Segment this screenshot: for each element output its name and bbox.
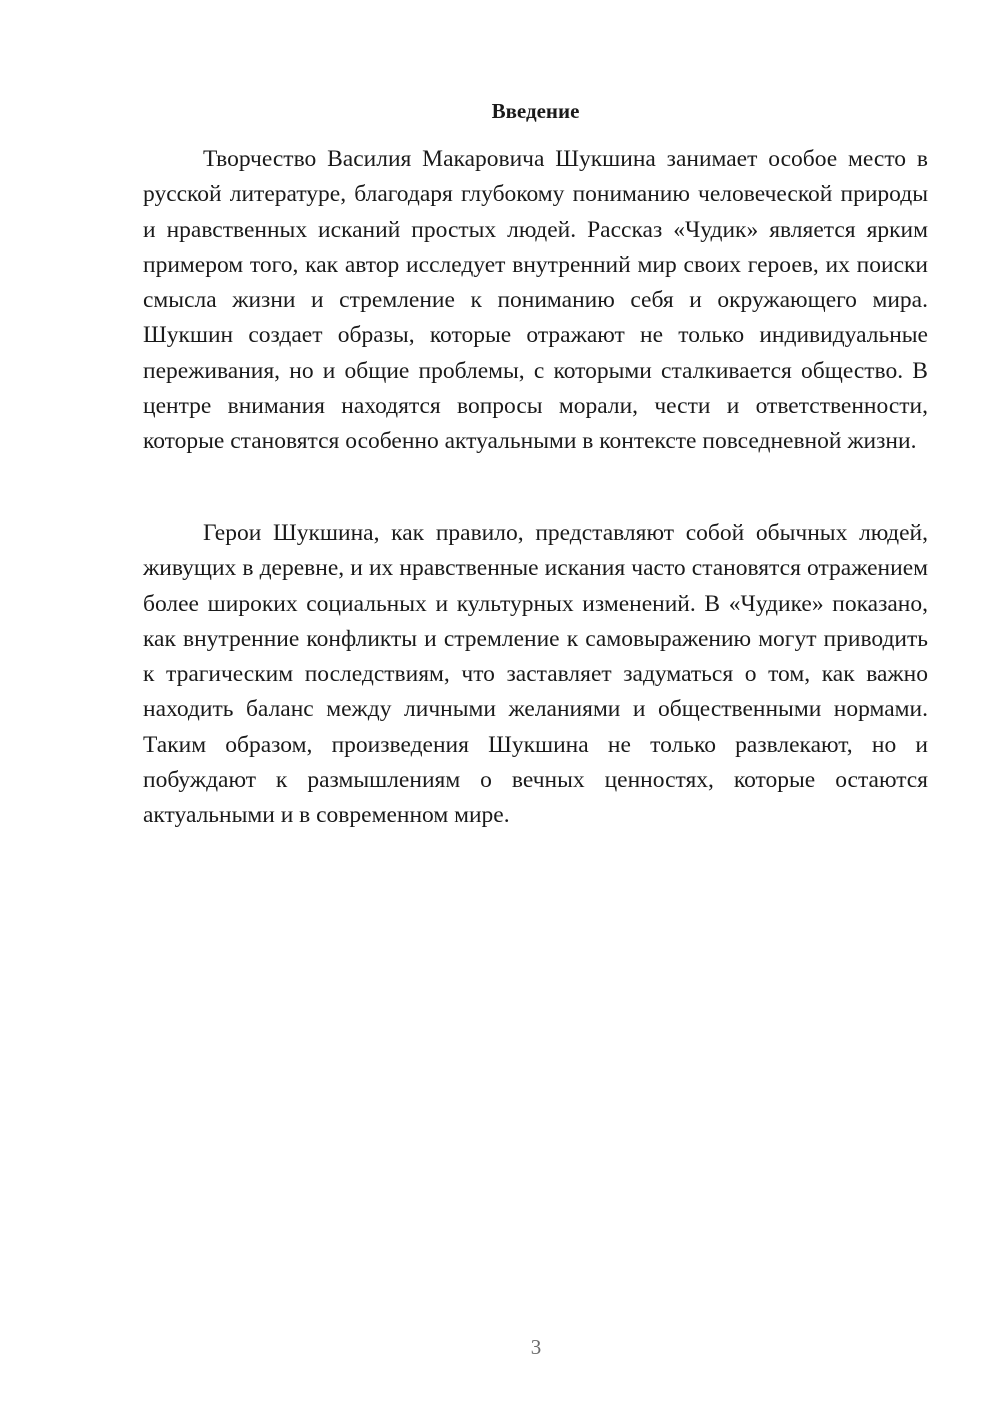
page-number: 3 — [530, 1335, 542, 1359]
paragraph-intro: Творчество Василия Макаровича Шукшина занимает особое место в русской литературе, благодаря глубокому пониманию человеческой природы и нравственных исканий простых людей. Рассказ «Чудик» является ярким примером того, как автор исследует внутренний мир своих героев, их поиски смысла жизни и стремление к пониманию себя и окружающего мира. Шукшин создает образы, которые отражают не только индивидуальные переживания, но и общие проблемы, с которыми сталкивается общество. В центре внимания находятся вопросы морали, чести и ответственности, которые становятся особенно актуальными в контексте повседневной жизни. — [143, 146, 928, 455]
paragraph-heroes: Герои Шукшина, как правило, представляют собой обычных людей, живущих в деревне, и их нравственные искания часто становятся отражением более широких социальных и культурных изменений. В «Чудике» показано, как внутренние конфликты и стремление к самовыражению могут приводить к трагическим последствиям, что заставляет задуматься о том, как важно находить баланс между личными желаниями и общественными нормами. Таким образом, произведения Шукшина не только развлекают, но и побуждают к размышлениям о вечных ценностях, которые остаются актуальными и в современном мире. — [143, 520, 928, 829]
section-heading: Введение — [491, 99, 580, 123]
